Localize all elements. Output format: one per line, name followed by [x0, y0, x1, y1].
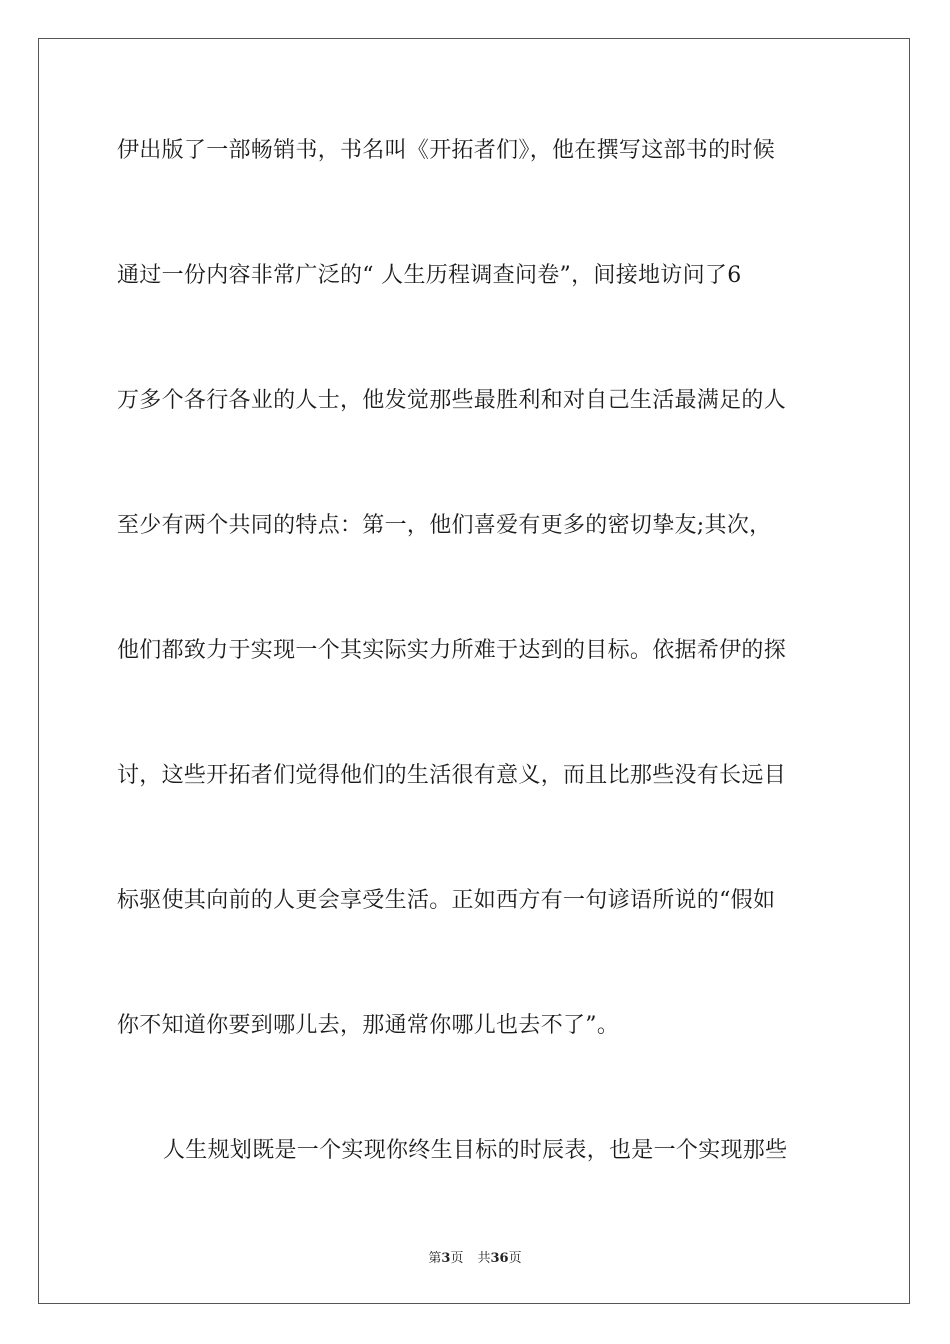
- body-text-line-2: 通过一份内容非常广泛的“ 人生历程调查问卷”，间接地访问了6: [117, 263, 742, 288]
- body-text-line-4: 至少有两个共同的特点：第一，他们喜爱有更多的密切挚友;其次，: [117, 513, 772, 538]
- footer-total-pages: 36: [490, 1251, 509, 1266]
- page-border: [38, 38, 910, 1304]
- footer-page-suffix: 页: [450, 1251, 464, 1266]
- body-text-line-5: 他们都致力于实现一个其实际实力所难于达到的目标。依据希伊的探: [117, 638, 787, 663]
- body-text-line-1: 伊出版了一部畅销书，书名叫《开拓者们》，他在撰写这部书的时候: [117, 138, 776, 163]
- body-text-line-8: 你不知道你要到哪儿去，那通常你哪儿也去不了”。: [117, 1013, 620, 1038]
- page-footer: [0, 1250, 950, 1268]
- body-text-line-3: 万多个各行各业的人士，他发觉那些最胜利和对自己生活最满足的人: [117, 388, 787, 413]
- footer-total-suffix: 页: [508, 1251, 522, 1266]
- body-text-line-9: 人生规划既是一个实现你终生目标的时辰表，也是一个实现那些: [163, 1138, 788, 1163]
- footer-page-number: 3: [441, 1251, 451, 1266]
- body-text-line-7: 标驱使其向前的人更会享受生活。正如西方有一句谚语所说的“假如: [117, 888, 776, 913]
- footer-page-prefix: 第: [428, 1251, 442, 1266]
- footer-total-prefix: 共: [477, 1251, 491, 1266]
- body-text-line-6: 讨，这些开拓者们觉得他们的生活很有意义，而且比那些没有长远目: [117, 763, 787, 788]
